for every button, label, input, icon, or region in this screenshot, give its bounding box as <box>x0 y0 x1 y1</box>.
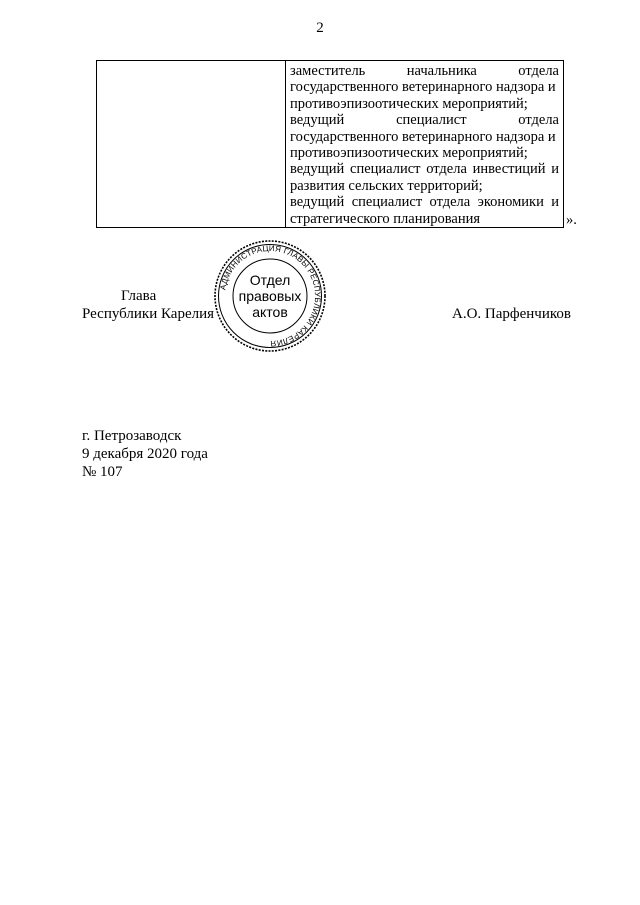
document-number: № 107 <box>82 464 123 480</box>
official-stamp <box>213 239 327 353</box>
document-date: 9 декабря 2020 года <box>82 446 208 462</box>
signatory-title-line1: Глава <box>121 288 157 304</box>
table-cell-line: развития сельских территорий; <box>290 177 483 194</box>
stamp-center-line3: актов <box>252 304 288 320</box>
stamp-center-line1: Отдел <box>249 272 291 288</box>
signatory-name: А.О. Парфенчиков <box>452 306 571 322</box>
table-cell-line: стратегического планирования <box>290 210 481 227</box>
table-cell-line: противоэпизоотических мероприятий; <box>290 95 528 112</box>
closing-quote: ». <box>566 212 577 228</box>
table-cell-right <box>286 61 564 228</box>
table-cell-line: заместитель начальника отдела <box>290 63 559 79</box>
document-table <box>96 60 564 228</box>
stamp-center-line2: правовых <box>238 288 302 304</box>
table-cell-line: ведущий специалист отдела экономики и <box>290 194 559 211</box>
table-cell-line: ведущий специалист отдела <box>290 112 559 129</box>
signatory-title-line2: Республики Карелия <box>82 306 215 322</box>
page-number: 2 <box>316 20 324 36</box>
table-cell-line: ведущий специалист отдела инвестиций и <box>290 161 559 178</box>
document-place: г. Петрозаводск <box>82 428 182 444</box>
table-row <box>97 61 564 228</box>
stamp-ring-text: АДМИНИСТРАЦИЯ ГЛАВЫ РЕСПУБЛИКИ КАРЕЛИЯ <box>218 243 323 349</box>
table-cell-line: противоэпизоотических мероприятий; <box>290 145 528 162</box>
table-cell-line: государственного ветеринарного надзора и <box>290 128 556 145</box>
table-cell-line: государственного ветеринарного надзора и <box>290 79 556 96</box>
table-cell-left <box>97 61 286 228</box>
